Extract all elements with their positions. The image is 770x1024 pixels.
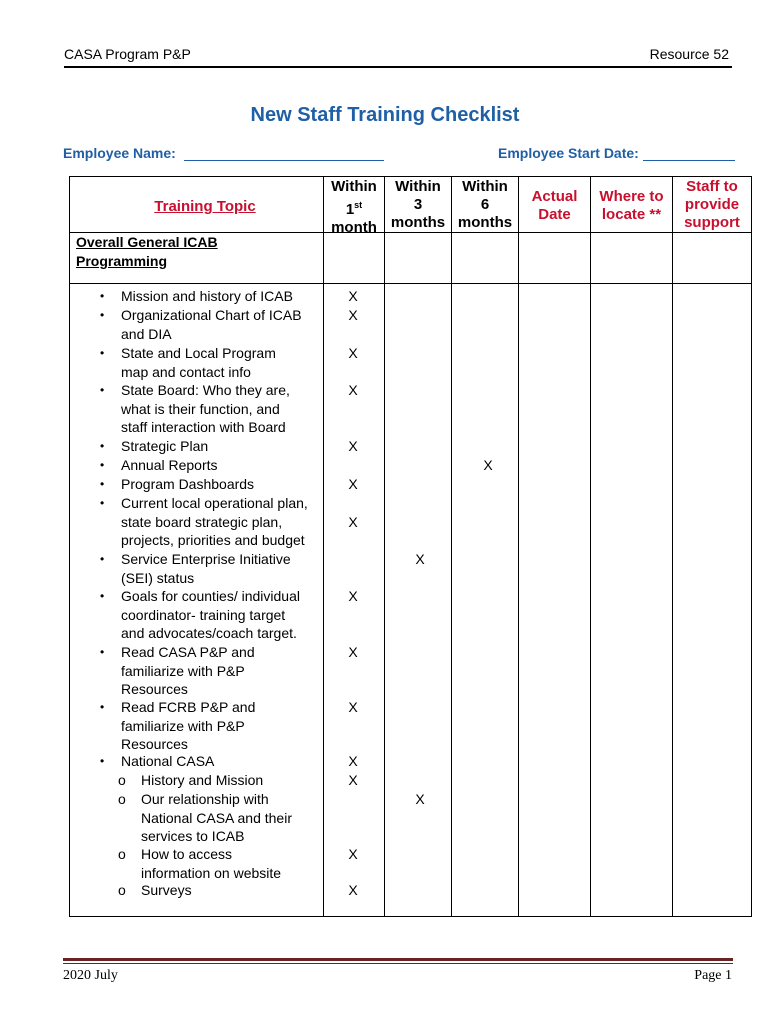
- list-item: Read FCRB P&P and familiarize with P&P Resources: [121, 699, 256, 752]
- col-divider: [323, 176, 324, 917]
- check-mark[interactable]: X: [348, 438, 358, 454]
- column-header-within-3-months: Within 3 months: [390, 178, 446, 231]
- bullet-icon: •: [100, 700, 105, 714]
- check-mark[interactable]: X: [483, 457, 493, 473]
- sub-bullet-icon: o: [118, 791, 126, 807]
- sub-list-item: Surveys: [141, 882, 192, 898]
- check-mark[interactable]: X: [348, 288, 358, 304]
- check-mark[interactable]: X: [348, 345, 358, 361]
- footer-rule-thin: [63, 963, 733, 964]
- col-divider: [672, 176, 673, 917]
- bullet-icon: •: [100, 477, 105, 491]
- list-item: Annual Reports: [121, 457, 218, 473]
- bullet-icon: •: [100, 308, 105, 322]
- check-mark[interactable]: X: [348, 846, 358, 862]
- list-item: Read CASA P&P and familiarize with P&P Resources: [121, 644, 255, 697]
- check-mark[interactable]: X: [348, 382, 358, 398]
- bullet-icon: •: [100, 552, 105, 566]
- check-mark[interactable]: X: [348, 699, 358, 715]
- col-divider: [518, 176, 519, 917]
- col-divider: [451, 176, 452, 917]
- sub-list-item: How to access information on website: [141, 846, 282, 881]
- row-divider: [69, 283, 752, 284]
- list-item: State and Local Program map and contact info: [121, 345, 276, 380]
- sub-list-item: Our relationship with National CASA and their services to ICAB: [141, 791, 292, 844]
- sub-bullet-icon: o: [118, 846, 126, 862]
- check-mark[interactable]: X: [415, 551, 425, 567]
- employee-name-label: Employee Name:: [63, 145, 176, 161]
- footer-page-number: Page 1: [694, 968, 732, 983]
- employee-start-date-field[interactable]: [498, 145, 735, 161]
- check-mark[interactable]: X: [348, 644, 358, 660]
- list-item: Strategic Plan: [121, 438, 209, 454]
- column-header-within-6-months: Within 6 months: [457, 178, 513, 231]
- list-item: Service Enterprise Initiative (SEI) status: [121, 551, 291, 586]
- check-mark[interactable]: X: [348, 882, 358, 898]
- list-item: Current local operational plan, state board strategic plan, projects, priorities and budget: [121, 495, 308, 548]
- check-mark[interactable]: X: [348, 513, 358, 530]
- check-mark[interactable]: X: [415, 791, 425, 807]
- bullet-icon: •: [100, 346, 105, 360]
- bullet-icon: •: [100, 458, 105, 472]
- section-heading: Overall General ICAB Programming: [76, 234, 218, 269]
- list-item: Mission and history of ICAB: [121, 288, 293, 304]
- bullet-icon: •: [100, 589, 105, 603]
- check-mark[interactable]: X: [348, 588, 358, 604]
- bullet-icon: •: [100, 645, 105, 659]
- check-mark[interactable]: X: [348, 307, 358, 323]
- column-header-staff-support: Staff to provide support: [684, 178, 740, 231]
- list-item: State Board: Who they are, what is their function, and staff interaction with Board: [121, 382, 290, 435]
- bullet-icon: •: [100, 496, 105, 510]
- sub-bullet-icon: o: [118, 772, 126, 788]
- list-item: Program Dashboards: [121, 476, 255, 492]
- list-item: Organizational Chart of ICAB and DIA: [121, 307, 302, 342]
- column-header-where-to-locate: Where to locate **: [599, 188, 664, 223]
- document-title: New Staff Training Checklist: [250, 104, 520, 126]
- column-header-actual-date: Actual Date: [531, 188, 578, 223]
- list-item: Goals for counties/ individual coordinator- training target and advocates/coach target.: [121, 588, 300, 641]
- bullet-icon: •: [100, 754, 105, 768]
- check-mark[interactable]: X: [348, 753, 358, 769]
- check-mark[interactable]: X: [348, 772, 358, 788]
- employee-name-blank[interactable]: [184, 146, 384, 161]
- header-left: CASA Program P&P: [64, 46, 191, 62]
- bullet-icon: •: [100, 383, 105, 397]
- bullet-icon: •: [100, 439, 105, 453]
- list-item: National CASA: [121, 753, 215, 769]
- col-divider: [384, 176, 385, 917]
- column-header-within-1st-month: Within 1st month: [331, 178, 377, 236]
- column-header-training-topic: Training Topic: [154, 198, 256, 215]
- col-divider: [590, 176, 591, 917]
- page-header: [64, 46, 732, 68]
- check-mark[interactable]: X: [348, 476, 358, 492]
- header-right: Resource 52: [649, 46, 729, 62]
- footer-rule: [63, 958, 733, 961]
- employee-start-date-blank[interactable]: [643, 146, 735, 161]
- employee-name-field[interactable]: [63, 145, 384, 161]
- sub-bullet-icon: o: [118, 882, 126, 898]
- employee-start-date-label: Employee Start Date:: [498, 145, 639, 161]
- bullet-icon: •: [100, 289, 105, 303]
- footer-date: 2020 July: [63, 968, 118, 983]
- sub-list-item: History and Mission: [141, 772, 264, 788]
